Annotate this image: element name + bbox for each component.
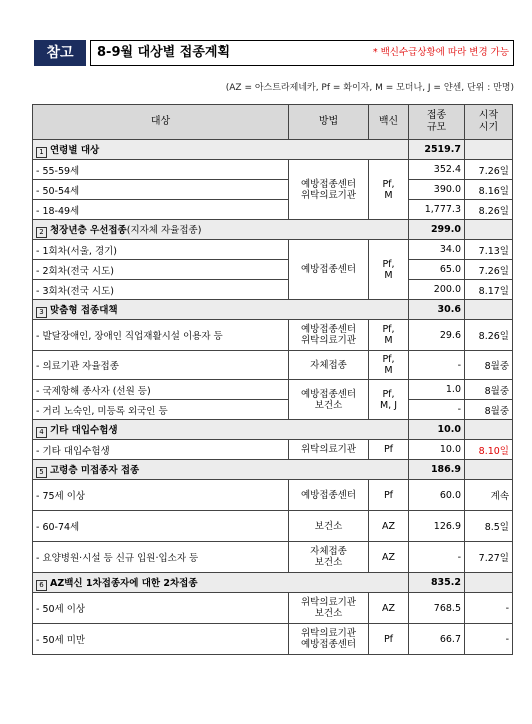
row-vaccine: Pf: [369, 440, 409, 460]
section-row: [33, 140, 513, 160]
col-header-start: 시작 시기: [465, 105, 513, 140]
row-scale: 34.0: [409, 240, 465, 260]
row-target: - 기타 대입수험생: [33, 440, 289, 460]
col-header-target: 대상: [33, 105, 289, 140]
row-target: - 2회차(전국 시도): [33, 260, 289, 280]
table-row: [33, 160, 513, 180]
row-method: 위탁의료기관: [289, 440, 369, 460]
section-row: [33, 420, 513, 440]
row-scale: 390.0: [409, 180, 465, 200]
row-vaccine: Pf, M: [369, 320, 409, 351]
section-total: 299.0: [409, 220, 465, 240]
row-vaccine: Pf, M: [369, 160, 409, 220]
section-title: 6 AZ백신 1차접종자에 대한 2차접종: [33, 573, 409, 593]
section-title: 5 고령층 미접종자 접종: [33, 460, 409, 480]
section-number: 4: [36, 427, 47, 438]
row-method: 예방접종센터 위탁의료기관: [289, 320, 369, 351]
table-row: [33, 351, 513, 380]
table-row: [33, 280, 513, 300]
row-target: - 1회차(서울, 경기): [33, 240, 289, 260]
section-number: 6: [36, 580, 47, 591]
row-method: 예방접종센터 위탁의료기관: [289, 160, 369, 220]
section-total: 835.2: [409, 573, 465, 593]
row-target: - 18-49세: [33, 200, 289, 220]
table-row: [33, 624, 513, 655]
row-target: - 50-54세: [33, 180, 289, 200]
row-target: - 발달장애인, 장애인 직업재활시설 이용자 등: [33, 320, 289, 351]
section-row: [33, 573, 513, 593]
row-start: 7.13일: [465, 240, 513, 260]
col-header-method: 방법: [289, 105, 369, 140]
row-start: 8월중: [465, 351, 513, 380]
section-title: 3 맞춤형 접종대책: [33, 300, 409, 320]
row-start: 8월중: [465, 380, 513, 400]
row-target: - 의료기관 자율접종: [33, 351, 289, 380]
section-total: 2519.7: [409, 140, 465, 160]
row-start: 8월중: [465, 400, 513, 420]
row-target: - 50세 이상: [33, 593, 289, 624]
row-scale: 66.7: [409, 624, 465, 655]
section-number: 3: [36, 307, 47, 318]
row-start: 8.16일: [465, 180, 513, 200]
row-start: 7.26일: [465, 260, 513, 280]
section-total: 10.0: [409, 420, 465, 440]
row-vaccine: Pf, M: [369, 240, 409, 300]
table-row: [33, 542, 513, 573]
row-scale: -: [409, 351, 465, 380]
row-target: - 50세 미만: [33, 624, 289, 655]
table-row: [33, 180, 513, 200]
row-method: 자체접종: [289, 351, 369, 380]
table-row: [33, 200, 513, 220]
row-vaccine: Pf, M, J: [369, 380, 409, 420]
row-scale: 29.6: [409, 320, 465, 351]
title-box: [90, 40, 514, 66]
row-target: - 국제항해 종사자 (선원 등): [33, 380, 289, 400]
section-number: 5: [36, 467, 47, 478]
row-target: - 55-59세: [33, 160, 289, 180]
row-target: - 요양병원·시설 등 신규 입원·입소자 등: [33, 542, 289, 573]
col-header-scale: 접종 규모: [409, 105, 465, 140]
row-vaccine: AZ: [369, 511, 409, 542]
table-row: [33, 440, 513, 460]
row-scale: 1,777.3: [409, 200, 465, 220]
table-row: [33, 511, 513, 542]
row-method: 예방접종센터 보건소: [289, 380, 369, 420]
row-scale: 65.0: [409, 260, 465, 280]
table-row: [33, 260, 513, 280]
row-start: 8.5일: [465, 511, 513, 542]
row-scale: 126.9: [409, 511, 465, 542]
row-scale: 60.0: [409, 480, 465, 511]
row-start: 7.27일: [465, 542, 513, 573]
row-start: 8.26일: [465, 320, 513, 351]
row-vaccine: Pf, M: [369, 351, 409, 380]
row-method: 위탁의료기관 보건소: [289, 593, 369, 624]
page-title: 8-9월 대상별 접종계획: [97, 45, 231, 60]
row-target: - 거리 노숙인, 미등록 외국인 등: [33, 400, 289, 420]
row-start: 8.17일: [465, 280, 513, 300]
row-start: 계속: [465, 480, 513, 511]
section-row: [33, 220, 513, 240]
section-number: 2: [36, 227, 47, 238]
table-row: [33, 240, 513, 260]
row-method: 예방접종센터: [289, 240, 369, 300]
row-target: - 60-74세: [33, 511, 289, 542]
row-scale: 352.4: [409, 160, 465, 180]
row-scale: 200.0: [409, 280, 465, 300]
row-target: - 3회차(전국 시도): [33, 280, 289, 300]
reference-badge: 참고: [34, 40, 86, 66]
table-row: [33, 380, 513, 400]
row-vaccine: AZ: [369, 593, 409, 624]
row-start: 8.10일: [465, 440, 513, 460]
abbreviation-legend: (AZ = 아스트라제네카, Pf = 화이자, M = 모더나, J = 얀센, 단위 : 만명): [225, 83, 514, 93]
section-total: 186.9: [409, 460, 465, 480]
section-title: 2 청장년층 우선접종(지자체 자율접종): [33, 220, 409, 240]
row-method: 위탁의료기관 예방접종센터: [289, 624, 369, 655]
table-row: [33, 320, 513, 351]
row-vaccine: Pf: [369, 480, 409, 511]
row-scale: 768.5: [409, 593, 465, 624]
row-vaccine: AZ: [369, 542, 409, 573]
row-start: 8.26일: [465, 200, 513, 220]
change-note: * 백신수급상황에 따라 변경 가능: [372, 47, 509, 58]
section-total: 30.6: [409, 300, 465, 320]
section-row: [33, 300, 513, 320]
row-method: 보건소: [289, 511, 369, 542]
page-header: [34, 40, 512, 66]
section-title: 1 연령별 대상: [33, 140, 409, 160]
section-row: [33, 460, 513, 480]
vaccination-plan-table: [32, 104, 513, 655]
row-scale: 1.0: [409, 380, 465, 400]
table-header-row: [33, 105, 513, 140]
table-row: [33, 400, 513, 420]
row-start: -: [465, 624, 513, 655]
section-title: 4 기타 대입수험생: [33, 420, 409, 440]
row-vaccine: Pf: [369, 624, 409, 655]
row-target: - 75세 이상: [33, 480, 289, 511]
row-start: -: [465, 593, 513, 624]
row-scale: -: [409, 542, 465, 573]
row-scale: -: [409, 400, 465, 420]
col-header-vaccine: 백신: [369, 105, 409, 140]
row-method: 자체접종 보건소: [289, 542, 369, 573]
table-row: [33, 480, 513, 511]
section-number: 1: [36, 147, 47, 158]
table-row: [33, 593, 513, 624]
row-start: 7.26일: [465, 160, 513, 180]
row-scale: 10.0: [409, 440, 465, 460]
row-method: 예방접종센터: [289, 480, 369, 511]
